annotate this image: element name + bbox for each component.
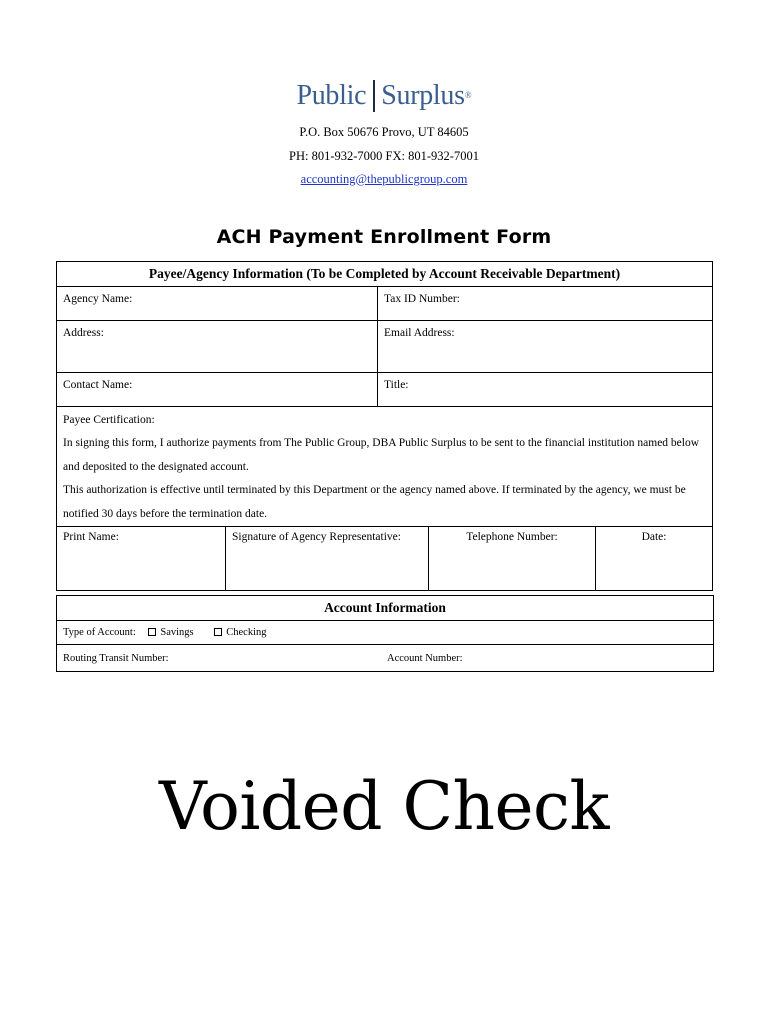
routing-account-row [57,645,714,672]
email-line [0,172,768,187]
form-title: ACH Payment Enrollment Form [216,226,552,248]
date-field[interactable]: Date: [596,527,713,591]
checking-label: Checking [226,627,267,638]
checking-checkbox[interactable] [214,628,222,636]
certification-heading: Payee Certification: [63,414,155,426]
account-information-table [56,595,714,672]
email-link[interactable]: accounting@thepublicgroup.com [300,172,468,186]
certification-paragraph-2: This authorization is effective until terminated by this Department or the agency named above. If terminated by the agency, we must be notified 30 days before the termination date. [63,484,686,520]
mailing-address: P.O. Box 50676 Provo, UT 84605 [299,125,469,139]
payee-certification [57,407,713,527]
title-field[interactable]: Title: [378,373,713,407]
account-number-field[interactable]: Account Number: [387,652,463,664]
telephone-number-field[interactable]: Telephone Number: [429,527,596,591]
savings-label: Savings [160,627,194,638]
payee-section-heading: Payee/Agency Information (To be Completed by Account Receivable Department) [57,262,713,287]
address-field[interactable]: Address: [57,321,378,373]
account-type-row [57,621,714,645]
tax-id-field[interactable]: Tax ID Number: [378,287,713,321]
logo-registered-mark: ® [464,89,472,100]
voided-check-heading: Voided Check [158,768,609,845]
savings-checkbox[interactable] [148,628,156,636]
certification-paragraph-1: In signing this form, I authorize payments from The Public Group, DBA Public Surplus to be sent to the financial institution named below and deposited to the designated account. [63,437,700,473]
public-surplus-logo [0,80,768,116]
agency-name-field[interactable]: Agency Name: [57,287,378,321]
email-address-field[interactable]: Email Address: [378,321,713,373]
contact-name-field[interactable]: Contact Name: [57,373,378,407]
logo-divider [373,80,375,112]
account-type-label: Type of Account: [63,627,136,638]
account-section-heading: Account Information [57,596,714,621]
routing-number-field[interactable]: Routing Transit Number: [63,652,169,664]
print-name-field[interactable]: Print Name: [57,527,226,591]
phone-fax: PH: 801-932-7000 FX: 801-932-7001 [289,149,479,163]
signature-field[interactable]: Signature of Agency Representative: [226,527,429,591]
logo-left-word: Public [296,80,367,111]
payee-information-table [56,261,713,591]
logo-right-word: Surplus [381,80,465,111]
